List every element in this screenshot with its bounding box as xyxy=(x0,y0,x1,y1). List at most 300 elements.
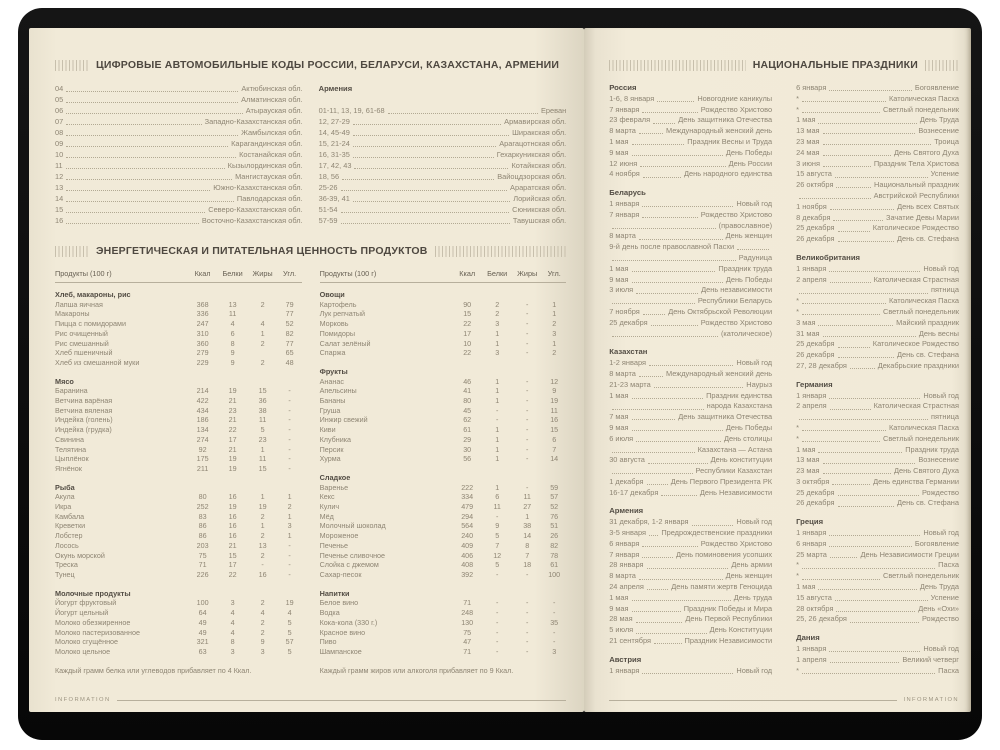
dotted-leader xyxy=(341,215,510,224)
holiday-row: 25, 26 декабря Рождество xyxy=(796,614,959,624)
dotted-leader xyxy=(639,571,723,579)
right-page-footer xyxy=(609,697,959,703)
kazakhstan-codes-column xyxy=(55,83,303,226)
nutrition-section-header xyxy=(55,244,566,258)
country-name: Германия xyxy=(796,379,833,389)
dotted-leader xyxy=(799,285,928,293)
dotted-leader xyxy=(612,445,694,453)
nutrition-row: Картофель 90 2 - 1 xyxy=(319,299,557,309)
holiday-row: * Католическая Пасха xyxy=(796,93,959,103)
nutrition-group-name: Хлеб, макароны, рис xyxy=(55,290,131,299)
holiday-row: * Католическая Пасха xyxy=(796,422,959,432)
dotted-leader xyxy=(353,138,496,147)
holiday-row: 9 мая День Победы xyxy=(609,147,773,157)
holiday-row: 21 сентября Праздник Независимости xyxy=(609,636,773,646)
holiday-row: * Светлый понедельник xyxy=(796,571,959,581)
right-page xyxy=(584,28,971,712)
dotted-leader xyxy=(818,582,916,590)
nutrition-row: Белое вино 71 - - - xyxy=(319,598,556,608)
dotted-leader xyxy=(802,571,880,579)
holiday-row: * Светлый понедельник xyxy=(796,433,959,443)
dotted-leader xyxy=(654,636,682,644)
nutrition-group xyxy=(55,290,302,368)
holiday-row: Казахстана — Астана xyxy=(609,445,772,456)
holiday-row: 21-23 марта Наурыз xyxy=(609,379,773,389)
dotted-leader xyxy=(639,126,663,134)
holiday-row: 7 ноября День Октябрьской Революции xyxy=(609,306,773,316)
code-row: 04 Актюбинская обл. xyxy=(55,84,303,93)
holiday-row: 31 декабря, 1-2 января Новый год xyxy=(609,517,773,527)
nutrition-row: Хурма 56 1 - 14 xyxy=(319,454,559,464)
holiday-row: 25 декабря Рождество Христово xyxy=(609,317,773,327)
holiday-row: * Католическая Пасха xyxy=(796,296,959,306)
nutrition-row: Камбала 83 16 2 1 xyxy=(55,511,292,521)
code-row: 51-54 Сюникская обл. xyxy=(318,205,567,214)
dotted-leader xyxy=(632,275,723,283)
holiday-row: 3 июня Праздник Тела Христова xyxy=(796,158,959,168)
holiday-row: 1 января Новый год xyxy=(796,528,959,538)
holidays-column-1 xyxy=(609,83,772,676)
nutrition-row: Лапша яичная 368 13 2 79 xyxy=(55,299,294,309)
hatch-decoration xyxy=(925,60,959,71)
dotted-leader xyxy=(647,582,668,590)
holiday-row: 3 мая Майский праздник xyxy=(796,317,959,327)
dotted-leader xyxy=(636,434,721,442)
nutrition-row: Кока-кола (330 г.) 130 - - 35 xyxy=(319,617,559,627)
dotted-leader xyxy=(66,204,205,213)
dotted-leader xyxy=(737,242,769,250)
dotted-leader xyxy=(818,318,893,326)
dotted-leader xyxy=(654,380,744,388)
holiday-row: 31 мая День весны xyxy=(796,328,959,338)
codes-section-title: ЦИФРОВЫЕ АВТОМОБИЛЬНЫЕ КОДЫ РОССИИ, БЕЛАРУСИ, КАЗАХСТАНА, АРМЕНИИ xyxy=(96,59,560,71)
nutrition-row: Сахар-песок 392 - - 100 xyxy=(319,569,561,579)
nutrition-row: Киви 61 1 - 15 xyxy=(319,425,559,435)
dotted-leader xyxy=(802,307,880,315)
nutrition-row: Инжир свежий 62 - - 16 xyxy=(319,415,559,425)
holiday-row: 9 мая День Победы xyxy=(609,274,773,284)
nutrition-row: Йогурт цельный 64 4 4 4 xyxy=(55,608,292,618)
holidays-list xyxy=(609,83,959,676)
dotted-leader xyxy=(823,159,871,167)
dotted-leader xyxy=(632,593,731,601)
holiday-row: 23 мая Троица xyxy=(796,136,959,146)
holiday-row: 25 декабря Католическое Рождество xyxy=(796,223,959,233)
dotted-leader xyxy=(612,329,718,337)
dotted-leader xyxy=(341,182,508,191)
nutrition-row: Молоко пастеризованное 49 4 2 5 xyxy=(55,627,292,637)
dotted-leader xyxy=(818,115,916,123)
nutrition-row: Лобстер 86 16 2 1 xyxy=(55,531,292,541)
code-row: 14 Павлодарская обл. xyxy=(55,194,303,203)
dotted-leader xyxy=(836,180,871,188)
holiday-row: 5 июля День Конституции xyxy=(609,625,773,635)
holiday-row: 1-6, 8 января Новогодние каникулы xyxy=(609,93,773,103)
dotted-leader xyxy=(661,488,697,496)
nutrition-row: Макароны 336 11 77 xyxy=(55,309,294,319)
nutrition-note: Каждый грамм белка или углеводов прибавляет по 4 Ккал. xyxy=(55,665,252,675)
dotted-leader xyxy=(829,539,912,547)
dotted-leader xyxy=(838,339,870,347)
nutrition-group-name: Молочные продукты xyxy=(55,588,131,598)
dotted-leader xyxy=(66,193,234,202)
dotted-leader xyxy=(66,127,238,136)
code-row: 57-59 Тавушская обл. xyxy=(318,216,567,225)
dotted-leader xyxy=(838,223,870,231)
nutrition-row: Печенье 409 7 8 82 xyxy=(319,540,559,550)
codes-section-header xyxy=(55,58,566,72)
holiday-row: 9 мая Праздник Победы и Мира xyxy=(609,603,773,613)
code-row: 14, 45-49 Ширакская обл. xyxy=(318,128,567,137)
holiday-row: 24 мая День Святого Духа xyxy=(796,147,959,157)
holiday-row: 1 января Новый год xyxy=(609,198,773,208)
nutrition-row: Хлеб из смешанной муки 229 9 2 48 xyxy=(55,357,294,367)
holiday-row: 25 декабря Католическое Рождество xyxy=(796,339,959,349)
holiday-row: 23 мая День Святого Духа xyxy=(796,466,959,476)
dotted-leader xyxy=(66,83,238,92)
dotted-leader xyxy=(830,655,900,663)
nutrition-row: Водка 248 - - - xyxy=(319,608,556,618)
code-row: 06 Атырауская обл. xyxy=(55,106,303,115)
holiday-row: 6 июля День столицы xyxy=(609,433,773,443)
holiday-row: 1 мая Праздник Весны и Труда xyxy=(609,136,773,146)
code-row: 13 Южно-Казахстанская обл. xyxy=(55,183,303,192)
holiday-row: 8 марта Международный женский день xyxy=(609,126,773,136)
holiday-row: 13 мая Вознесение xyxy=(796,455,959,465)
holiday-row: 8 декабря Зачатие Девы Марии xyxy=(796,212,959,222)
dotted-leader xyxy=(66,105,243,114)
nutrition-row: Кекс 334 6 11 57 xyxy=(319,492,559,502)
dotted-leader xyxy=(66,94,238,103)
holiday-row: 26 декабря День св. Стефана xyxy=(796,350,959,360)
dotted-leader xyxy=(802,105,880,113)
dotted-leader xyxy=(653,115,675,123)
holiday-row: 1 января Новый год xyxy=(796,644,959,654)
hatch-decoration xyxy=(435,246,567,257)
left-footer-label: INFORMATION xyxy=(55,697,111,703)
nutrition-row: Рис смешанный 360 8 2 77 xyxy=(55,338,294,348)
dotted-leader xyxy=(830,401,871,409)
left-page xyxy=(29,28,584,712)
holiday-row: 6 января Богоявление xyxy=(796,538,959,548)
holiday-row: народа Казахстана xyxy=(609,401,772,412)
code-row: 11 Кызылординская обл. xyxy=(55,161,303,170)
dotted-leader xyxy=(636,614,683,622)
nutrition-row: Красное вино 75 - - - xyxy=(319,627,556,637)
dotted-leader xyxy=(802,434,880,442)
dotted-leader xyxy=(829,644,920,652)
holiday-row: 1 апреля Великий четверг xyxy=(796,654,959,664)
holiday-row: 12 июня День России xyxy=(609,158,773,168)
dotted-leader xyxy=(647,560,729,568)
holiday-row: * Пасха xyxy=(796,665,959,675)
dotted-leader xyxy=(632,391,704,399)
dotted-leader xyxy=(835,593,928,601)
dotted-leader xyxy=(643,169,681,177)
dotted-leader xyxy=(632,423,723,431)
dotted-leader xyxy=(838,234,894,242)
code-row: 05 Алматинская обл. xyxy=(55,95,303,104)
holiday-row: 1 мая День Труда xyxy=(796,115,959,125)
code-row: 12 Мангистауская обл. xyxy=(55,172,303,181)
dotted-leader xyxy=(66,160,225,169)
nutrition-row: Молоко цельное 63 3 3 5 xyxy=(55,646,292,656)
holiday-row: 1-2 января Новый год xyxy=(609,358,773,368)
code-row: 12, 27-29 Армавирская обл. xyxy=(318,117,567,126)
holiday-row: * Пасха xyxy=(796,560,959,570)
nutrition-row: Акула 80 16 1 1 xyxy=(55,492,292,502)
holiday-row: * Светлый понедельник xyxy=(796,306,959,316)
dotted-leader xyxy=(648,455,708,463)
holiday-row: 25 декабря Рождество xyxy=(796,487,959,497)
holiday-row: 1 января Новый год xyxy=(796,263,959,273)
right-footer-label: INFORMATION xyxy=(903,697,959,703)
nutrition-row: Клубника 29 1 - 6 xyxy=(319,434,557,444)
holiday-row: 2 апреля Католическая Страстная xyxy=(796,401,959,411)
dotted-leader xyxy=(838,488,919,496)
dotted-leader xyxy=(647,477,668,485)
code-row: 10 Костанайская обл. xyxy=(55,150,303,159)
nutrition-row: Варенье 222 1 - 59 xyxy=(319,482,559,492)
dotted-leader xyxy=(612,401,703,409)
holiday-row: 8 марта День женщин xyxy=(609,571,773,581)
holiday-row: 8 марта Международный женский день xyxy=(609,368,773,378)
nutrition-row: Морковь 22 3 - 2 xyxy=(319,319,557,329)
holiday-row: 27, 28 декабря Декабрьские праздники xyxy=(796,360,959,370)
dotted-leader xyxy=(823,137,932,145)
hatch-decoration xyxy=(55,246,89,257)
armenia-codes-column xyxy=(319,83,567,226)
nutrition-row: Кулич 479 11 27 52 xyxy=(319,502,559,512)
holiday-row: 23 февраля День защитника Отечества xyxy=(609,115,773,125)
dotted-leader xyxy=(823,466,891,474)
holiday-row: (католическое) xyxy=(609,329,772,340)
armenia-codes-header: Армения xyxy=(318,84,353,93)
holiday-row: 15 августа Успение xyxy=(796,169,959,179)
code-row: 36-39, 41 Лорийская обл. xyxy=(318,194,567,203)
nutrition-row: Телятина 92 21 1 - xyxy=(55,444,291,454)
nutrition-group-name: Фрукты xyxy=(319,366,348,376)
dotted-leader xyxy=(823,329,916,337)
holiday-row: 6 января Рождество Христово xyxy=(609,538,773,548)
dotted-leader xyxy=(612,253,736,261)
dotted-leader xyxy=(66,171,232,180)
nutrition-row: Окунь морской 75 15 2 - xyxy=(55,550,291,560)
dotted-leader xyxy=(850,361,875,369)
dotted-leader xyxy=(829,528,920,536)
holiday-row: 30 августа День конституции xyxy=(609,455,773,465)
nutrition-group xyxy=(320,589,567,657)
dotted-leader xyxy=(829,264,920,272)
dotted-leader xyxy=(799,412,928,420)
dotted-leader xyxy=(639,369,663,377)
dotted-leader xyxy=(636,625,706,633)
nutrition-group xyxy=(320,290,567,358)
code-row: 18, 56 Вайоцдзорская обл. xyxy=(318,172,567,181)
nutrition-row: Слойка с джемом 408 5 18 61 xyxy=(319,560,559,570)
nutrition-row: Йогурт фруктовый 100 3 2 19 xyxy=(55,598,294,608)
holiday-row: 1 мая Праздник труда xyxy=(796,444,959,454)
dotted-leader xyxy=(823,455,916,463)
dotted-leader xyxy=(802,666,935,674)
holiday-row: 24 апреля День памяти жертв Геноцида xyxy=(609,582,773,592)
dotted-leader xyxy=(830,202,894,210)
dotted-leader xyxy=(612,221,715,229)
left-page-footer xyxy=(55,697,566,703)
nutrition-row: Баранина 214 19 15 - xyxy=(55,386,291,396)
nutrition-row: Салат зелёный 10 1 - 1 xyxy=(319,338,557,348)
dotted-leader xyxy=(836,604,915,612)
dotted-leader xyxy=(651,318,698,326)
holidays-section-header xyxy=(609,58,959,72)
country-name: Россия xyxy=(609,83,637,92)
nutrition-row: Индейка (голень) 186 21 11 - xyxy=(55,415,291,425)
dotted-leader xyxy=(353,149,494,158)
dotted-leader xyxy=(632,412,676,420)
armenia-codes-rows xyxy=(319,105,567,226)
nutrition-row: Пиво 47 - - - xyxy=(319,637,556,647)
holiday-row: 9 мая День Победы xyxy=(609,422,773,432)
nutrition-row: Мёд 294 - 1 76 xyxy=(319,511,559,521)
nutrition-table xyxy=(55,269,566,675)
holiday-row: 2 апреля Католическая Страстная xyxy=(796,274,959,284)
dotted-leader xyxy=(642,105,697,113)
holiday-row: (православное) xyxy=(609,221,772,232)
code-row: 15 Северо-Казахстанская обл. xyxy=(55,205,303,214)
dotted-leader xyxy=(642,199,733,207)
holiday-row: 1 мая День труда xyxy=(609,592,773,602)
dotted-leader xyxy=(66,182,210,191)
dotted-leader xyxy=(341,204,510,213)
nutrition-row: Ананас 46 1 - 12 xyxy=(319,376,559,386)
nutrition-row: Апельсины 41 1 - 9 xyxy=(319,386,557,396)
nutrition-row: Молоко обезжиренное 49 4 2 5 xyxy=(55,617,292,627)
nutrition-row: Шампанское 71 - - 3 xyxy=(319,646,557,656)
holiday-row: Республики Казахстан xyxy=(609,466,772,477)
dotted-leader xyxy=(640,159,725,167)
dotted-leader xyxy=(642,550,673,558)
nutrition-row: Груша 45 - - 11 xyxy=(319,405,558,415)
dotted-leader xyxy=(818,445,902,453)
country-name: Греция xyxy=(796,517,824,527)
holiday-row: 26 октября Национальный праздник xyxy=(796,180,959,190)
dotted-leader xyxy=(66,116,201,125)
holiday-row: Республики Беларусь xyxy=(609,296,772,307)
dotted-leader xyxy=(632,264,716,272)
dotted-leader xyxy=(639,231,723,239)
holiday-row: 6 января Богоявление xyxy=(796,83,959,92)
holiday-row: 26 декабря День св. Стефана xyxy=(796,234,959,244)
dotted-leader xyxy=(838,498,894,506)
dotted-leader xyxy=(342,171,494,180)
country-name: Армения xyxy=(609,506,644,516)
nutrition-column-headers: Продукты (100 г) Ккал Белки Жиры Угл. xyxy=(320,269,567,283)
country-name: Казахстан xyxy=(609,347,648,357)
dotted-leader xyxy=(353,116,501,125)
dotted-leader xyxy=(829,83,912,91)
nutrition-row: Ветчина вяленая 434 23 38 - xyxy=(55,405,291,415)
holiday-row: * Светлый понедельник xyxy=(796,104,959,114)
dotted-leader xyxy=(353,127,509,136)
nutrition-row: Мороженое 240 5 14 26 xyxy=(319,531,559,541)
holiday-row: 4 ноября День народного единства xyxy=(609,169,773,179)
dotted-leader xyxy=(66,215,199,224)
nutrition-group-name: Мясо xyxy=(55,376,74,386)
holiday-row: 1 декабря День Первого Президента РК xyxy=(609,476,773,486)
dotted-leader xyxy=(799,191,870,199)
holidays-column-2 xyxy=(796,83,959,676)
code-row: 17, 42, 43 Котайкская обл. xyxy=(318,161,567,170)
nutrition-row: Креветки 86 16 1 3 xyxy=(55,521,292,531)
country-name: Австрия xyxy=(609,654,642,664)
holiday-row: 3 октября День единства Германии xyxy=(796,476,959,486)
footer-rule xyxy=(609,700,897,701)
nutrition-section-title: ЭНЕРГЕТИЧЕСКАЯ И ПИТАТЕЛЬНАЯ ЦЕННОСТЬ ПРОДУКТОВ xyxy=(96,245,428,257)
holiday-row: 7 января Рождество Христово xyxy=(609,104,773,114)
country-name: Дания xyxy=(796,633,820,643)
nutrition-row: Молоко сгущённое 321 8 9 57 xyxy=(55,637,294,647)
nutrition-group-name: Напитки xyxy=(319,588,350,598)
nutrition-group xyxy=(55,377,302,474)
dotted-leader xyxy=(632,137,685,145)
dotted-leader xyxy=(636,285,698,293)
nutrition-group-name: Сладкое xyxy=(319,472,351,482)
code-row: 07 Западно-Казахстанская обл. xyxy=(55,117,303,126)
holiday-row: Радуница xyxy=(609,253,772,264)
holiday-row: Австрийской Республики xyxy=(796,191,959,202)
nutrition-row: Лук репчатый 15 2 - 1 xyxy=(319,309,557,319)
nutrition-row: Тунец 226 22 16 - xyxy=(55,569,291,579)
nutrition-row: Хлеб пшеничный 279 9 65 xyxy=(55,348,294,358)
hatch-decoration xyxy=(609,60,746,71)
dotted-leader xyxy=(850,614,919,622)
holiday-row: пятница xyxy=(796,285,959,296)
nutrition-row: Пицца с помидорами 247 4 4 52 xyxy=(55,319,294,329)
planner-book-cover xyxy=(18,8,982,740)
dotted-leader xyxy=(823,126,916,134)
country-name: Беларусь xyxy=(609,188,646,198)
nutrition-row: Свинина 274 17 23 - xyxy=(55,434,291,444)
dotted-leader xyxy=(612,466,692,474)
holiday-row: 15 августа Успение xyxy=(796,592,959,602)
holiday-row: 8 марта День женщин xyxy=(609,231,773,241)
nutrition-column-headers: Продукты (100 г) Ккал Белки Жиры Угл. xyxy=(55,269,302,283)
holiday-row: 1 ноября День всех Святых xyxy=(796,201,959,211)
nutrition-group xyxy=(55,589,302,657)
dotted-leader xyxy=(833,213,883,221)
dotted-leader xyxy=(354,160,508,169)
dotted-leader xyxy=(649,358,733,366)
dotted-leader xyxy=(642,210,697,218)
dotted-leader xyxy=(353,193,510,202)
dotted-leader xyxy=(66,149,236,158)
dotted-leader xyxy=(802,423,886,431)
nutrition-note: Каждый грамм жиров или алкоголя прибавляет по 9 Ккал. xyxy=(319,665,514,675)
dotted-leader xyxy=(802,94,886,102)
holiday-row: 1 мая Праздник труда xyxy=(609,263,773,273)
nutrition-left-column xyxy=(55,269,302,675)
dotted-leader xyxy=(612,296,695,304)
dotted-leader xyxy=(657,94,694,102)
dotted-leader xyxy=(642,539,697,547)
holiday-row: 7 мая День защитника Отечества xyxy=(609,412,773,422)
holiday-row: 1 января Новый год xyxy=(609,665,773,675)
dotted-leader xyxy=(829,391,920,399)
holiday-row: 26 декабря День св. Стефана xyxy=(796,498,959,508)
holiday-row: 3 июля День независимости xyxy=(609,285,773,295)
nutrition-row: Молочный шоколад 564 9 38 51 xyxy=(319,521,559,531)
dotted-leader xyxy=(830,550,858,558)
